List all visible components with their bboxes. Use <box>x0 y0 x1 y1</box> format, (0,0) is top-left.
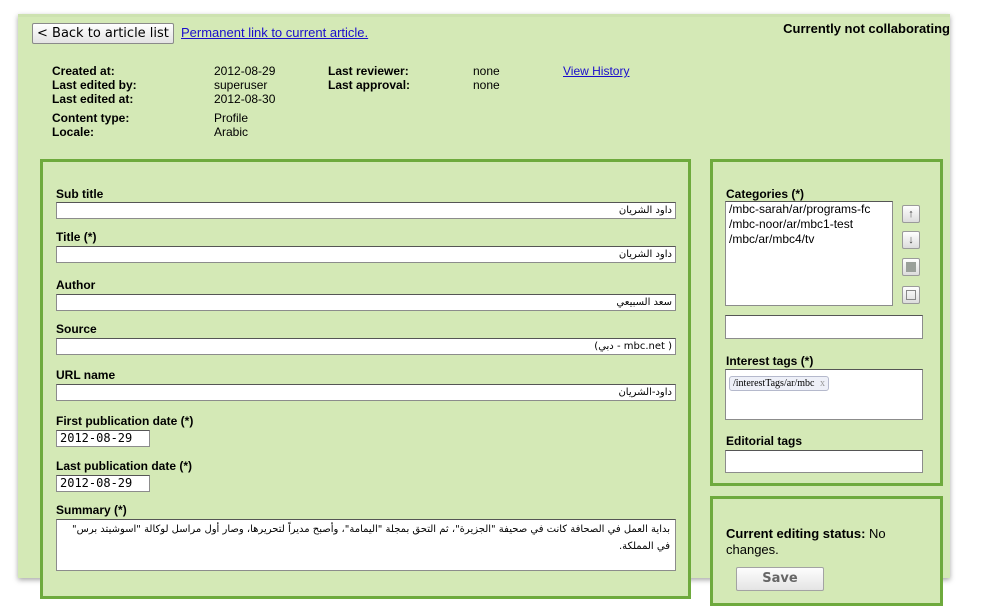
urlname-label: URL name <box>56 368 116 382</box>
source-input[interactable]: (دبي - mbc.net ) <box>56 338 676 355</box>
category-item[interactable]: /mbc-noor/ar/mbc1-test <box>729 217 854 231</box>
editorial-tags-label: Editorial tags <box>726 434 803 448</box>
author-input[interactable]: سعد السبيعي <box>56 294 676 311</box>
move-up-button[interactable] <box>902 205 920 223</box>
remove-tag-icon[interactable]: x <box>820 378 825 389</box>
locale-label: Locale: <box>52 125 95 139</box>
arrow-up-icon: ↑ <box>908 208 914 220</box>
editorial-tags-input[interactable] <box>725 450 923 473</box>
last-edited-at-value: 2012-08-30 <box>214 92 276 106</box>
editing-status-label: Current editing status: <box>726 526 866 541</box>
categories-panel <box>710 159 943 486</box>
author-label: Author <box>56 278 96 292</box>
collaboration-status: Currently not collaborating <box>783 21 950 36</box>
content-type-value: Profile <box>214 111 249 125</box>
editing-status <box>726 526 931 558</box>
back-to-list-button[interactable]: < Back to article list <box>32 23 174 44</box>
interest-tag-chip[interactable] <box>729 376 829 391</box>
article-form-panel <box>40 159 691 599</box>
title-input[interactable]: داود الشريان <box>56 246 676 263</box>
category-item[interactable]: /mbc/ar/mbc4/tv <box>729 232 815 246</box>
urlname-input[interactable]: داود-الشريان <box>56 384 676 401</box>
save-button[interactable]: Save <box>736 567 824 591</box>
summary-textarea[interactable]: بداية العمل في الصحافة كانت في صحيفة "الجزيرة"، ثم التحق بمجلة "اليمامة"، وأصبح مديراً لتحريرها، وصار أول مراسل لوكالة "اسوشيتد برس" في المملكة. <box>56 519 676 571</box>
last-edited-by-label: Last edited by: <box>52 78 137 92</box>
permalink-link[interactable]: Permanent link to current article. <box>181 25 369 40</box>
interest-tag-label: /interestTags/ar/mbc <box>733 378 815 389</box>
last-edited-by-value: superuser <box>214 78 268 92</box>
arrow-down-icon: ↓ <box>908 234 914 246</box>
editing-status-value: No changes. <box>726 526 886 557</box>
category-add-input[interactable] <box>725 315 923 339</box>
first-pub-label: First publication date (*) <box>56 414 194 428</box>
interest-tags-label: Interest tags (*) <box>726 354 814 368</box>
view-history-link[interactable]: View History <box>563 64 630 78</box>
editing-status-panel <box>710 496 943 606</box>
title-label: Title (*) <box>56 230 97 244</box>
last-approval-value: none <box>473 78 500 92</box>
grid-icon <box>906 262 916 272</box>
summary-label: Summary (*) <box>56 503 127 517</box>
source-label: Source <box>56 322 97 336</box>
interest-tags-box[interactable] <box>725 369 923 420</box>
created-at-value: 2012-08-29 <box>214 64 276 78</box>
last-reviewer-label: Last reviewer: <box>328 64 409 78</box>
category-item[interactable]: /mbc-sarah/ar/programs-fc <box>729 202 871 216</box>
last-reviewer-value: none <box>473 64 500 78</box>
first-pub-date-input[interactable]: 2012-08-29 <box>56 430 150 447</box>
move-down-button[interactable] <box>902 231 920 249</box>
subtitle-input[interactable]: داود الشريان <box>56 202 676 219</box>
square-icon <box>906 290 916 300</box>
content-type-label: Content type: <box>52 111 130 125</box>
categories-list[interactable] <box>725 201 893 306</box>
remove-category-button[interactable] <box>902 286 920 304</box>
categories-label: Categories (*) <box>726 187 805 201</box>
last-pub-date-input[interactable]: 2012-08-29 <box>56 475 150 492</box>
last-approval-label: Last approval: <box>328 78 411 92</box>
subtitle-label: Sub title <box>56 187 104 201</box>
locale-value: Arabic <box>214 125 249 139</box>
created-at-label: Created at: <box>52 64 115 78</box>
browse-categories-button[interactable] <box>902 258 920 276</box>
last-edited-at-label: Last edited at: <box>52 92 134 106</box>
article-editor <box>18 14 950 586</box>
last-pub-label: Last publication date (*) <box>56 459 193 473</box>
